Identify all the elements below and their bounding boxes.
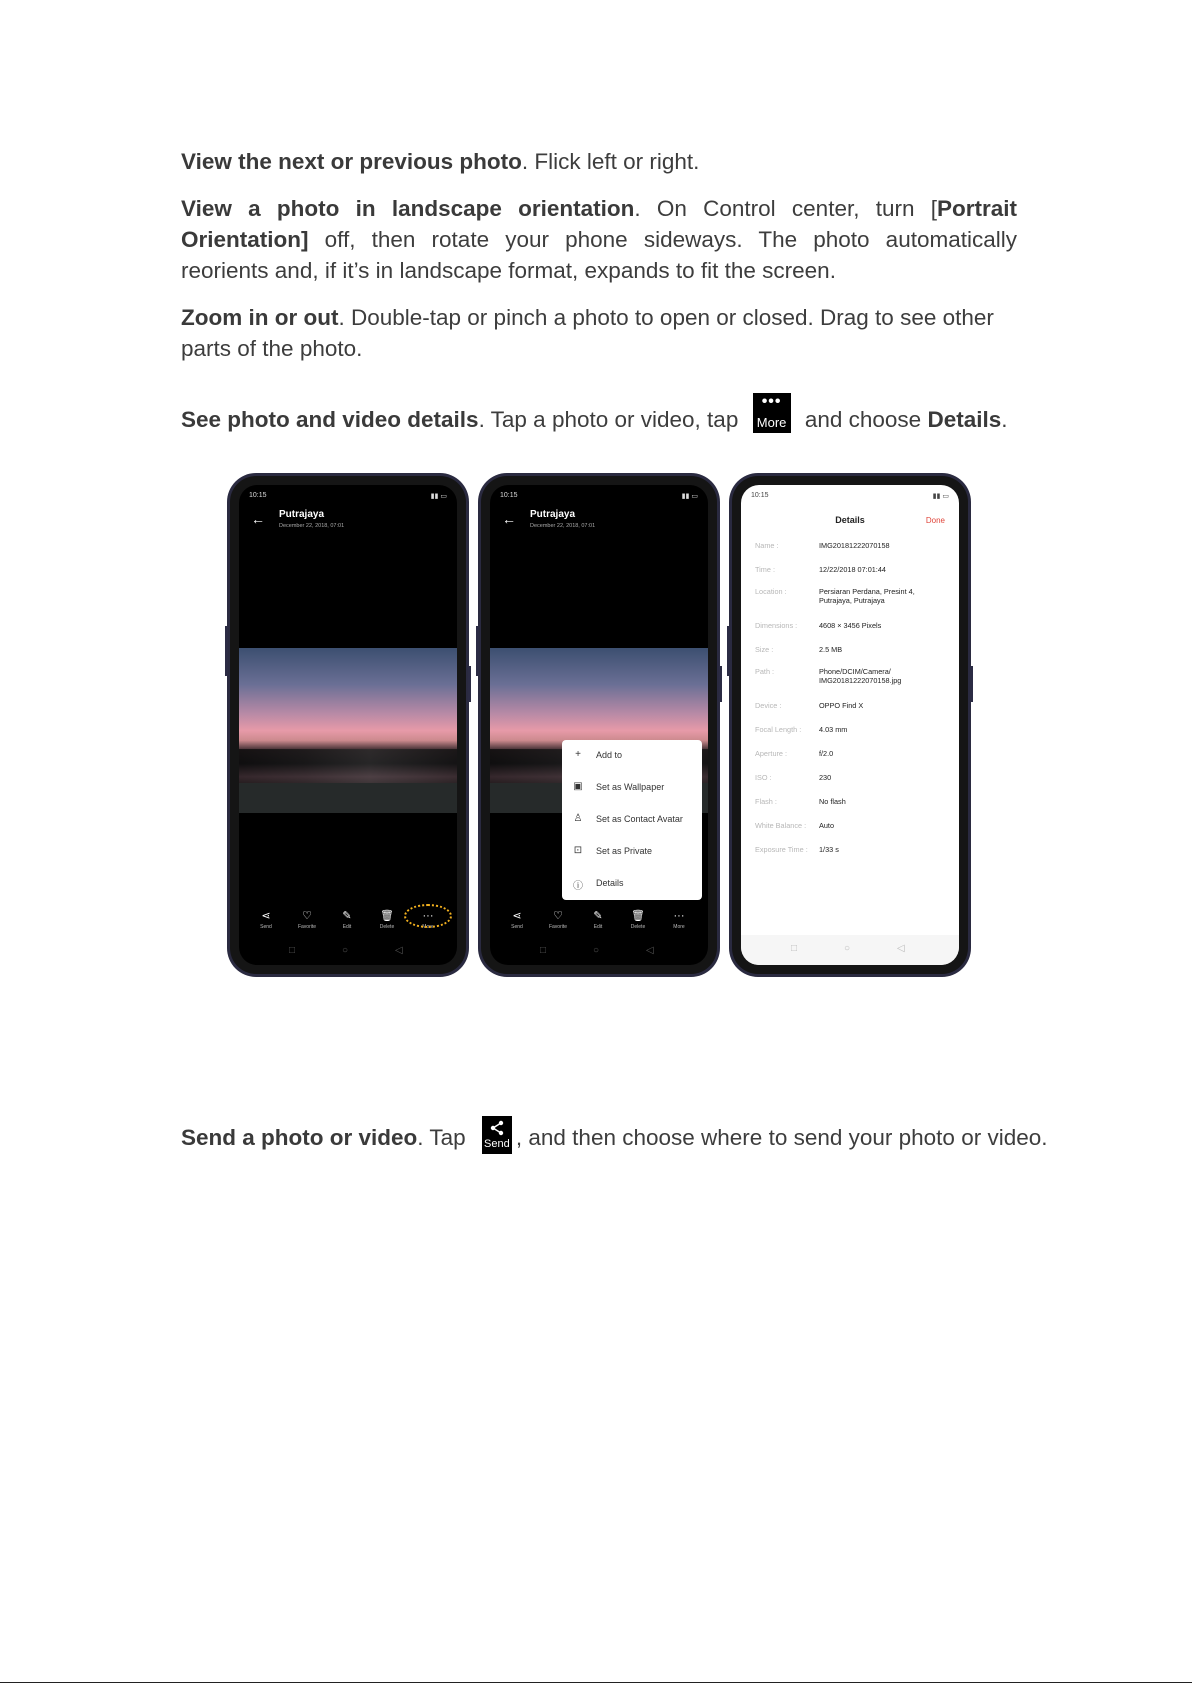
menu-item-set-contact-avatar[interactable]: ♙ Set as Contact Avatar	[573, 813, 683, 824]
details-key: Exposure Time :	[755, 845, 808, 854]
edit-icon: ✎	[342, 910, 352, 922]
details-key: Flash :	[755, 797, 777, 806]
details-key: Name :	[755, 541, 779, 550]
phone-photo-view	[230, 476, 466, 974]
details-value: f/2.0	[819, 749, 834, 758]
home-icon[interactable]: ○	[342, 945, 349, 956]
home-icon[interactable]: ○	[844, 943, 851, 954]
edit-icon: ✎	[593, 910, 603, 922]
details-value: IMG20181222070158	[819, 541, 890, 550]
nav-bar	[490, 943, 708, 963]
details-value: 2.5 MB	[819, 645, 843, 654]
delete-button[interactable]: 🗑 Delete	[620, 910, 656, 930]
send-icon-label: Send	[484, 1138, 510, 1150]
details-value: 4608 × 3456 Pixels	[819, 621, 882, 630]
details-value: No flash	[819, 797, 846, 806]
menu-item-set-wallpaper[interactable]: ▣ Set as Wallpaper	[573, 781, 665, 792]
info-icon: ⓘ	[573, 881, 583, 892]
back-arrow-icon[interactable]: ←	[251, 511, 265, 527]
details-key: Device :	[755, 701, 782, 710]
heart-icon: ♡	[553, 910, 563, 922]
more-dots-icon: ···	[673, 910, 685, 922]
wallpaper-icon: ▣	[573, 781, 583, 792]
share-icon: ⋖	[261, 910, 271, 922]
more-dots-icon: ···	[410, 910, 446, 922]
back-arrow-icon[interactable]: ←	[502, 511, 516, 527]
favorite-button[interactable]: ♡ Favorite	[289, 910, 325, 930]
text-details-3: .	[1001, 406, 1008, 432]
text-landscape-1: . On Control center, turn [	[634, 196, 937, 221]
paragraph-zoom	[181, 302, 1017, 364]
status-bar	[249, 492, 447, 502]
details-title: Details	[835, 515, 865, 525]
details-key: Path :	[755, 667, 775, 676]
recent-apps-icon[interactable]: □	[289, 945, 296, 956]
share-icon	[489, 1120, 505, 1136]
text-send-2: , and then choose where to send your photo or video.	[515, 1124, 1048, 1150]
details-key: Dimensions :	[755, 621, 798, 630]
text-details-1: . Tap a photo or video, tap	[478, 406, 745, 432]
details-key: Location :	[755, 587, 787, 596]
nav-bar	[239, 943, 457, 963]
battery-icon: ▮▮ ▭	[430, 493, 447, 500]
heading-next-previous: View the next or previous photo	[181, 149, 522, 174]
favorite-button[interactable]: ♡ Favorite	[540, 910, 576, 930]
edit-button[interactable]: ✎ Edit	[329, 910, 365, 930]
trash-icon: 🗑	[380, 910, 394, 922]
details-value: 4.03 mm	[819, 725, 848, 734]
nav-bar	[741, 935, 959, 965]
text-send-1: . Tap	[417, 1124, 472, 1150]
back-nav-icon[interactable]: ◁	[897, 943, 905, 954]
menu-item-add-to[interactable]: + Add to	[562, 740, 702, 772]
status-bar	[751, 492, 949, 502]
phone-screen	[741, 485, 959, 965]
text-zoom: . Double-tap or pinch a photo to open or closed. Drag to see other parts of the photo.	[181, 305, 994, 361]
details-key: Focal Length :	[755, 725, 802, 734]
paragraph-landscape	[181, 193, 1017, 286]
recent-apps-icon[interactable]: □	[791, 943, 798, 954]
heading-zoom: Zoom in or out	[181, 305, 339, 330]
photo-toolbar	[490, 910, 708, 940]
details-value: 12/22/2018 07:01:44	[819, 565, 886, 574]
back-nav-icon[interactable]: ◁	[395, 945, 403, 956]
paragraph-next-previous	[181, 146, 1017, 177]
sunset-photo[interactable]	[239, 648, 457, 813]
menu-item-set-private[interactable]: ⊡ Set as Private	[573, 845, 653, 856]
phone-more-menu	[481, 476, 717, 974]
status-time: 10:15	[500, 492, 518, 499]
send-button[interactable]: ⋖ Send	[499, 910, 535, 930]
more-icon: ••• More	[753, 393, 791, 433]
phone-screen	[239, 485, 457, 965]
share-icon: ⋖	[512, 910, 522, 922]
phone-screen	[490, 485, 708, 965]
done-button[interactable]: Done	[925, 516, 945, 525]
footer-rule	[0, 1682, 1192, 1683]
home-icon[interactable]: ○	[593, 945, 600, 956]
photo-date: December 22, 2018, 07:01	[530, 523, 596, 529]
more-button[interactable]: ··· More	[661, 910, 697, 930]
details-key: Aperture :	[755, 749, 788, 758]
status-time: 10:15	[249, 492, 267, 499]
portrait-orientation-label: Portrait Orientation]	[181, 196, 1017, 252]
details-value: OPPO Find X	[819, 701, 864, 710]
text-next-previous: . Flick left or right.	[521, 149, 700, 174]
battery-icon: ▮▮ ▭	[681, 493, 698, 500]
more-button[interactable]: ··· More	[410, 910, 446, 930]
heading-details: See photo and video details	[181, 406, 479, 432]
details-value: 230	[819, 773, 832, 782]
details-value: 1/33 s	[819, 845, 839, 854]
heading-landscape: View a photo in landscape orientation	[181, 196, 635, 221]
phone-details	[732, 476, 968, 974]
recent-apps-icon[interactable]: □	[540, 945, 547, 956]
photo-title: Putrajaya	[279, 509, 325, 520]
details-value: Auto	[819, 821, 835, 830]
details-key: ISO :	[755, 773, 772, 782]
details-value: Persiaran Perdana, Presint 4, Putrajaya, Putrajaya	[819, 587, 915, 605]
edit-button[interactable]: ✎ Edit	[580, 910, 616, 930]
send-icon	[482, 1116, 512, 1154]
paragraph-details	[181, 393, 1081, 441]
trash-icon: 🗑	[631, 910, 645, 922]
details-label: Details	[927, 406, 1002, 432]
status-time: 10:15	[751, 492, 769, 499]
photo-toolbar	[239, 910, 457, 940]
send-button[interactable]: ⋖ Send	[248, 910, 284, 930]
more-icon-label: More	[756, 415, 787, 430]
person-icon: ♙	[573, 813, 583, 824]
details-key: White Balance :	[755, 821, 807, 830]
photo-title: Putrajaya	[530, 509, 576, 520]
status-bar	[500, 492, 698, 502]
menu-item-details[interactable]: ⓘ Details	[573, 878, 624, 892]
heading-send: Send a photo or video	[181, 1124, 418, 1150]
text-details-2: and choose	[798, 406, 928, 432]
lock-icon: ⊡	[573, 845, 583, 856]
plus-icon: +	[575, 749, 581, 760]
more-menu-popup	[562, 740, 702, 900]
delete-button[interactable]: 🗑 Delete	[369, 910, 405, 930]
details-key: Size :	[755, 645, 774, 654]
details-key: Time :	[755, 565, 775, 574]
back-nav-icon[interactable]: ◁	[646, 945, 654, 956]
details-value: Phone/DCIM/Camera/ IMG20181222070158.jpg	[819, 667, 902, 685]
battery-icon: ▮▮ ▭	[932, 493, 949, 500]
heart-icon: ♡	[302, 910, 312, 922]
photo-date: December 22, 2018, 07:01	[279, 523, 345, 529]
text-landscape-2: off, then rotate your phone sideways. The photo automatically reorients and, if it’s in landscape format, expands to fit the screen.	[181, 227, 1017, 283]
paragraph-send	[181, 1120, 1101, 1158]
